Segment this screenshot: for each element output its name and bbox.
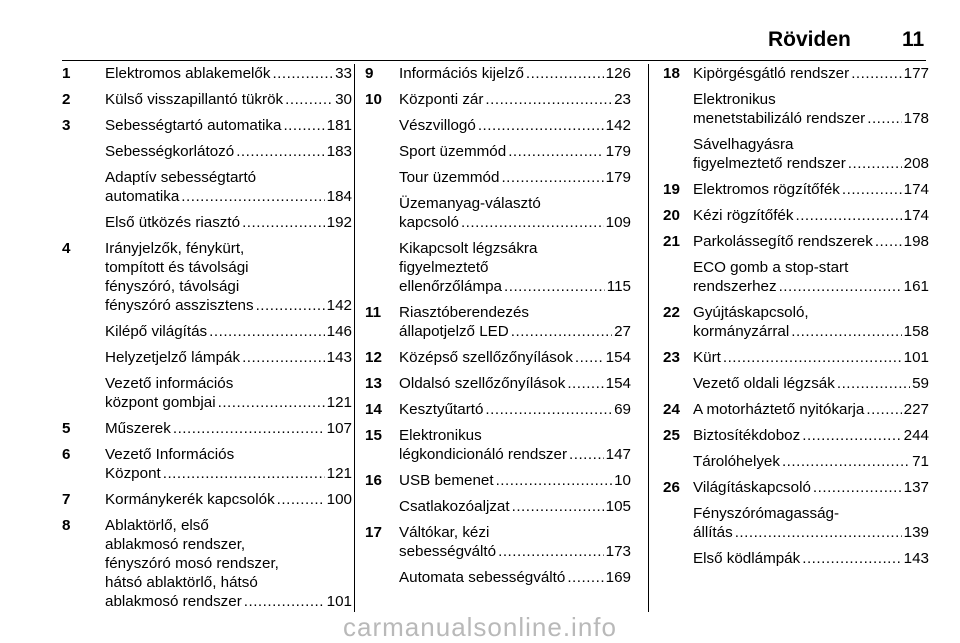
index-entry (365, 523, 631, 561)
entry-leader-line (105, 90, 352, 109)
entry-leader-line (693, 426, 929, 445)
entry-leader-line (399, 374, 631, 393)
entry-leader-line (105, 490, 352, 509)
entry-number: 12 (365, 349, 382, 366)
entry-page-number: 198 (903, 233, 929, 250)
dot-leader (242, 213, 325, 232)
page-number: 11 (902, 28, 925, 51)
index-entry (62, 142, 352, 161)
entry-text-line: fényszóró mosó rendszer, (105, 555, 279, 572)
entry-label: Műszerek (105, 420, 171, 437)
entry-leader-line (399, 277, 631, 296)
entry-page-number: 154 (605, 349, 631, 366)
dot-leader (867, 109, 901, 128)
index-entry (365, 64, 631, 83)
index-entry (663, 400, 929, 419)
entry-number: 19 (663, 181, 680, 198)
entry-label: Vészvillogó (399, 117, 476, 134)
entry-page-number: 101 (903, 349, 929, 366)
entry-label: Kormánykerék kapcsolók (105, 491, 275, 508)
dot-leader (782, 452, 910, 471)
entry-label: Oldalsó szellőzőnyílások (399, 375, 566, 392)
entry-number: 5 (62, 420, 71, 437)
entry-text-line: ablakmosó rendszer, (105, 536, 246, 553)
entry-page-number: 100 (326, 491, 352, 508)
entry-page-number: 115 (606, 278, 631, 295)
entry-page-number: 174 (903, 181, 929, 198)
index-entry (365, 374, 631, 393)
entry-leader-line (693, 452, 929, 471)
entry-page-number: 146 (326, 323, 352, 340)
entry-text-line: Vezető információs (105, 375, 234, 392)
index-entry (62, 322, 352, 341)
entry-leader-line (693, 232, 929, 251)
index-entry (365, 142, 631, 161)
entry-leader-line (399, 142, 631, 161)
entry-text-line: Sávelhagyásra (693, 136, 794, 153)
index-entry (663, 206, 929, 225)
entry-leader-line (105, 142, 352, 161)
entry-label: központ gombjai (105, 394, 216, 411)
entry-label: Világításkapcsoló (693, 479, 811, 496)
index-entry (365, 348, 631, 367)
index-entry (663, 303, 929, 341)
index-entry (62, 239, 352, 315)
index-entry (365, 426, 631, 464)
index-entry (365, 471, 631, 490)
entry-label: rendszerhez (693, 278, 777, 295)
entry-number: 23 (663, 349, 680, 366)
entry-leader-line (105, 296, 352, 315)
entry-leader-line (693, 109, 929, 128)
watermark: carmanualsonline.info (343, 612, 617, 642)
entry-page-number: 126 (605, 65, 631, 82)
entry-page-number: 10 (614, 472, 631, 489)
entry-page-number: 109 (605, 214, 631, 231)
entry-page-number: 142 (605, 117, 631, 134)
entry-leader-line (693, 277, 929, 296)
entry-leader-line (105, 592, 352, 611)
entry-label: ablakmosó rendszer (105, 593, 242, 610)
entry-page-number: 27 (614, 323, 631, 340)
entry-label: Kézi rögzítőfék (693, 207, 794, 224)
entry-leader-line (693, 206, 929, 225)
entry-leader-line (399, 497, 631, 516)
entry-label: légkondicionáló rendszer (399, 446, 568, 463)
dot-leader (802, 426, 901, 445)
entry-page-number: 71 (912, 453, 929, 470)
entry-text-line: tompított és távolsági (105, 259, 249, 276)
entry-leader-line (693, 400, 929, 419)
entry-leader-line (693, 549, 929, 568)
index-entry (663, 135, 929, 173)
dot-leader (496, 471, 613, 490)
entry-label: kapcsoló (399, 214, 459, 231)
index-entry (663, 478, 929, 497)
entry-number: 3 (62, 117, 71, 134)
entry-label: fényszóró asszisztens (105, 297, 254, 314)
entry-text-line: Adaptív sebességtartó (105, 169, 257, 186)
dot-leader (218, 393, 325, 412)
dot-leader (478, 116, 604, 135)
entry-number: 6 (62, 446, 71, 463)
entry-page-number: 59 (912, 375, 929, 392)
entry-page-number: 183 (326, 143, 352, 160)
entry-label: Első ütközés riasztó (105, 214, 241, 231)
dot-leader (209, 322, 325, 341)
entry-leader-line (693, 374, 929, 393)
entry-label: ellenőrzőlámpa (399, 278, 502, 295)
entry-page-number: 179 (605, 143, 631, 160)
entry-label: Kürt (693, 349, 721, 366)
entry-label: Elektromos ablakemelők (105, 65, 271, 82)
entry-label: Parkolássegítő rendszerek (693, 233, 873, 250)
entry-text-line: hátsó ablaktörlő, hátsó (105, 574, 258, 591)
entry-page-number: 178 (903, 110, 929, 127)
entry-label: Kesztyűtartó (399, 401, 484, 418)
entry-text-line: Elektronikus (399, 427, 482, 444)
dot-leader (848, 154, 902, 173)
entry-number: 18 (663, 65, 680, 82)
entry-leader-line (693, 348, 929, 367)
entry-number: 11 (365, 304, 382, 321)
dot-leader (791, 322, 901, 341)
entry-number: 21 (663, 233, 680, 250)
entry-leader-line (105, 64, 352, 83)
entry-page-number: 169 (605, 569, 631, 586)
dot-leader (283, 116, 324, 135)
entry-page-number: 33 (335, 65, 352, 82)
entry-page-number: 137 (903, 479, 929, 496)
entry-leader-line (399, 445, 631, 464)
index-entry (365, 168, 631, 187)
entry-text-line: Gyújtáskapcsoló, (693, 304, 809, 321)
entry-label: Tárolóhelyek (693, 453, 780, 470)
entry-number: 16 (365, 472, 382, 489)
entry-label: Külső visszapillantó tükrök (105, 91, 284, 108)
index-entry (62, 116, 352, 135)
entry-number: 4 (62, 240, 71, 257)
entry-number: 25 (663, 427, 680, 444)
index-entry (365, 239, 631, 296)
dot-leader (461, 213, 604, 232)
entry-leader-line (105, 348, 352, 367)
entry-leader-line (399, 322, 631, 341)
entry-page-number: 154 (605, 375, 631, 392)
entry-label: Első ködlámpák (693, 550, 801, 567)
entry-page-number: 192 (326, 214, 352, 231)
entry-leader-line (105, 322, 352, 341)
entry-page-number: 244 (903, 427, 929, 444)
index-entry (663, 504, 929, 542)
dot-leader (842, 180, 902, 199)
entry-label: Biztosítékdoboz (693, 427, 801, 444)
entry-number: 10 (365, 91, 382, 108)
entry-text-line: Kikapcsolt légzsákra (399, 240, 538, 257)
entry-label: kormányzárral (693, 323, 790, 340)
dot-leader (256, 296, 325, 315)
dot-leader (851, 64, 901, 83)
dot-leader (498, 542, 604, 561)
entry-leader-line (105, 187, 352, 206)
index-entry (365, 568, 631, 587)
index-entry (663, 348, 929, 367)
entry-leader-line (399, 568, 631, 587)
entry-page-number: 181 (326, 117, 352, 134)
entry-leader-line (105, 419, 352, 438)
entry-page-number: 161 (903, 278, 929, 295)
entry-label: Kipörgésgátló rendszer (693, 65, 850, 82)
entry-label: Kilépő világítás (105, 323, 208, 340)
entry-leader-line (399, 90, 631, 109)
entry-leader-line (105, 213, 352, 232)
entry-text-line: Vezető Információs (105, 446, 235, 463)
entry-leader-line (105, 464, 352, 483)
entry-page-number: 147 (605, 446, 631, 463)
entry-leader-line (105, 393, 352, 412)
entry-leader-line (693, 154, 929, 173)
entry-number: 14 (365, 401, 382, 418)
entry-label: USB bemenet (399, 472, 494, 489)
dot-leader (575, 348, 604, 367)
dot-leader (285, 90, 333, 109)
entry-leader-line (399, 168, 631, 187)
dot-leader (802, 549, 901, 568)
entry-leader-line (399, 116, 631, 135)
entry-label: Elektromos rögzítőfék (693, 181, 840, 198)
entry-label: Információs kijelző (399, 65, 524, 82)
entry-text-line: figyelmeztető (399, 259, 489, 276)
entry-label: menetstabilizáló rendszer (693, 110, 866, 127)
dot-leader (244, 592, 325, 611)
index-entry (663, 64, 929, 83)
entry-label: Központi zár (399, 91, 484, 108)
dot-leader (277, 490, 325, 509)
entry-leader-line (399, 542, 631, 561)
entry-label: figyelmeztető rendszer (693, 155, 846, 172)
entry-label: Tour üzemmód (399, 169, 500, 186)
index-entry (365, 116, 631, 135)
entry-leader-line (399, 64, 631, 83)
entry-label: sebességváltó (399, 543, 497, 560)
entry-leader-line (399, 471, 631, 490)
entry-label: állítás (693, 524, 733, 541)
dot-leader (485, 400, 612, 419)
entry-page-number: 208 (903, 155, 929, 172)
index-entry (62, 374, 352, 412)
index-entry (663, 232, 929, 251)
entry-leader-line (693, 523, 929, 542)
entry-number: 2 (62, 91, 71, 108)
entry-page-number: 23 (614, 91, 631, 108)
entry-page-number: 143 (326, 349, 352, 366)
entry-label: automatika (105, 188, 180, 205)
dot-leader (866, 400, 901, 419)
entry-number: 15 (365, 427, 382, 444)
entry-leader-line (399, 348, 631, 367)
dot-leader (173, 419, 325, 438)
entry-number: 7 (62, 491, 71, 508)
entry-page-number: 179 (605, 169, 631, 186)
dot-leader (837, 374, 910, 393)
index-entry (62, 445, 352, 483)
entry-number: 22 (663, 304, 680, 321)
entry-page-number: 143 (903, 550, 929, 567)
dot-leader (501, 168, 603, 187)
dot-leader (504, 277, 605, 296)
dot-leader (163, 464, 325, 483)
index-column-3 (663, 64, 929, 612)
entry-page-number: 101 (326, 593, 352, 610)
entry-text-line: Váltókar, kézi (399, 524, 490, 541)
page-title: Röviden (768, 28, 851, 51)
entry-page-number: 173 (605, 543, 631, 560)
index-entry (62, 348, 352, 367)
dot-leader (569, 445, 604, 464)
index-entry (62, 419, 352, 438)
index-entry (365, 497, 631, 516)
entry-leader-line (693, 478, 929, 497)
dot-leader (723, 348, 902, 367)
dot-leader (272, 64, 333, 83)
index-entry (365, 400, 631, 419)
entry-page-number: 105 (605, 498, 631, 515)
index-entry (62, 213, 352, 232)
entry-page-number: 121 (326, 465, 352, 482)
index-entry (365, 303, 631, 341)
entry-page-number: 121 (326, 394, 352, 411)
entry-label: A motorháztető nyitókarja (693, 401, 865, 418)
dot-leader (526, 64, 604, 83)
dot-leader (779, 277, 902, 296)
entry-number: 20 (663, 207, 680, 224)
entry-page-number: 158 (903, 323, 929, 340)
dot-leader (567, 568, 603, 587)
dot-leader (735, 523, 902, 542)
dot-leader (511, 322, 612, 341)
index-entry (663, 180, 929, 199)
entry-text-line: Ablaktörlő, első (105, 517, 209, 534)
entry-leader-line (693, 180, 929, 199)
column-divider (354, 64, 355, 612)
entry-page-number: 227 (903, 401, 929, 418)
dot-leader (512, 497, 604, 516)
entry-number: 13 (365, 375, 382, 392)
entry-label: Helyzetjelző lámpák (105, 349, 241, 366)
index-entry (62, 90, 352, 109)
entry-label: Középső szellőzőnyílások (399, 349, 573, 366)
index-entry (62, 490, 352, 509)
entry-text-line: fényszóró, távolsági (105, 278, 240, 295)
entry-page-number: 69 (614, 401, 631, 418)
column-divider (648, 64, 649, 612)
entry-number: 9 (365, 65, 374, 82)
entry-page-number: 139 (903, 524, 929, 541)
entry-page-number: 30 (335, 91, 352, 108)
entry-leader-line (693, 322, 929, 341)
dot-leader (508, 142, 603, 161)
entry-text-line: Fényszórómagasság- (693, 505, 840, 522)
entry-label: Sebességtartó automatika (105, 117, 282, 134)
entry-text-line: Üzemanyag-választó (399, 195, 541, 212)
entry-label: Központ (105, 465, 161, 482)
entry-text-line: Riasztóberendezés (399, 304, 530, 321)
entry-label: Sebességkorlátozó (105, 143, 235, 160)
dot-leader (181, 187, 324, 206)
entry-number: 26 (663, 479, 680, 496)
entry-page-number: 184 (326, 188, 352, 205)
entry-page-number: 174 (903, 207, 929, 224)
entry-leader-line (693, 64, 929, 83)
entry-number: 24 (663, 401, 680, 418)
entry-leader-line (105, 116, 352, 135)
index-entry (663, 426, 929, 445)
dot-leader (242, 348, 325, 367)
index-entry (365, 194, 631, 232)
index-entry (663, 90, 929, 128)
index-entry (663, 258, 929, 296)
index-entry (663, 374, 929, 393)
entry-text-line: Irányjelzők, fénykürt, (105, 240, 245, 257)
page-header (0, 0, 960, 64)
index-entry (62, 516, 352, 611)
entry-number: 1 (62, 65, 71, 82)
index-entry (365, 90, 631, 109)
dot-leader (813, 478, 902, 497)
index-column-1 (62, 64, 352, 612)
entry-label: Automata sebességváltó (399, 569, 566, 586)
entry-label: Sport üzemmód (399, 143, 507, 160)
entry-page-number: 177 (903, 65, 929, 82)
dot-leader (875, 232, 902, 251)
index-entry (62, 168, 352, 206)
index-entry (62, 64, 352, 83)
index-entry (663, 549, 929, 568)
entry-label: állapotjelző LED (399, 323, 509, 340)
header-rule (62, 60, 926, 61)
index-entry (663, 452, 929, 471)
entry-text-line: Elektronikus (693, 91, 776, 108)
entry-leader-line (399, 213, 631, 232)
dot-leader (567, 374, 603, 393)
entry-page-number: 142 (326, 297, 352, 314)
entry-leader-line (399, 400, 631, 419)
entry-number: 17 (365, 524, 382, 541)
dot-leader (485, 90, 612, 109)
index-column-2 (365, 64, 631, 612)
entry-text-line: ECO gomb a stop-start (693, 259, 849, 276)
entry-label: Csatlakozóaljzat (399, 498, 510, 515)
entry-number: 8 (62, 517, 71, 534)
entry-label: Vezető oldali légzsák (693, 375, 835, 392)
dot-leader (236, 142, 324, 161)
dot-leader (795, 206, 901, 225)
entry-page-number: 107 (326, 420, 352, 437)
